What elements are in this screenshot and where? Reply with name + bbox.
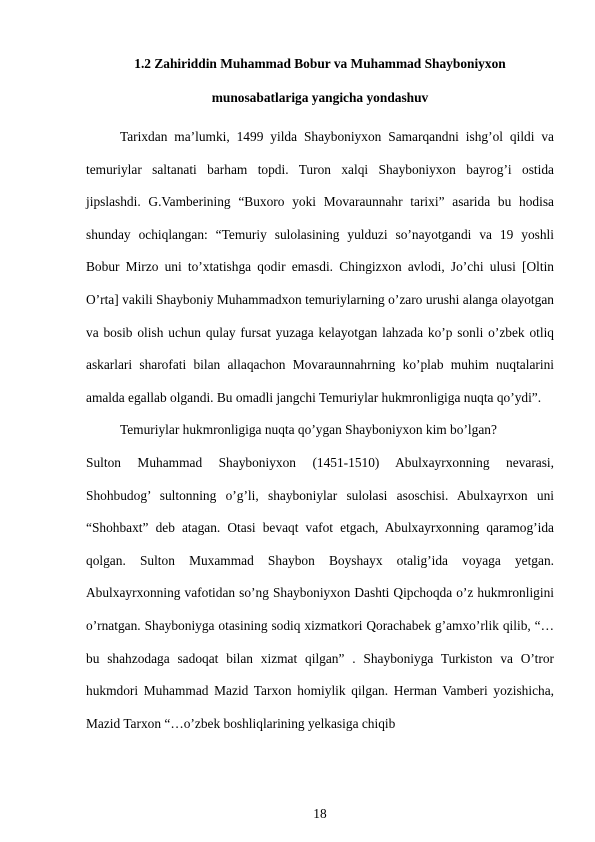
paragraph-1: Tarixdan ma’lumki, 1499 yilda Shayboniyxon Samarqandni ishg’ol qildi va temuriylar saltanati barham topdi. Turon xalqi Shayboniyxon bayrog’i ostida jipslashdi. G.Vamberining “Buxoro yoki Movaraunnahr tarixi” asarida bu hodisa shunday ochiqlangan: “Temuriy sulolasining yulduzi so’nayotgandi va 19 yoshli Bobur Mirzo uni to’xtatishga qodir emasdi. Chingizxon avlodi, Jo’chi ulusi [Oltin O’rta] vakili Shayboniy Muhammadxon temuriylarning o’zaro urushi alanga olayotgan va bosib olish uchun qulay fursat yuzaga kelayotgan lahzada ko’p sonli o’zbek otliq askarlari sharofati bilan allaqachon Movaraunnahrning ko’plab muhim nuqtalarini amalda egallab olgandi. Bu omadli jangchi Temuriylar hukmronligiga nuqta qo’ydi”. <box>86 129 554 405</box>
body-text <box>86 121 554 740</box>
paragraph-2-question: Temuriylar hukmronligiga nuqta qo’ygan Shayboniyxon kim bo’lgan? <box>120 422 497 438</box>
page-number: 18 <box>313 806 327 821</box>
section-heading-line-1: 1.2 Zahiriddin Muhammad Bobur va Muhammad Shayboniyxon <box>134 56 506 71</box>
section-heading-line-2: munosabatlariga yangicha yondashuv <box>211 90 429 105</box>
paragraph-3: Sulton Muhammad Shayboniyxon (1451-1510) Abulxayrxonning nevarasi, Shohbudog’ sultonning o’g’li, shayboniylar sulolasi asoschisi. Abulxayrxon uni “Shohbaxt” deb atagan. Otasi bevaqt vafot etgach, Abulxayrxonning qaramog’ida qolgan. Sulton Muxammad Shaybon Boyshayx otalig’ida voyaga yetgan. Abulxayrxonning vafotidan so’ng Shayboniyxon Dashti Qipchoqda o’z hukmronligini o’rnatgan. Shayboniyga otasining sodiq xizmatkori Qorachabek g’amxo’rlik qilib, “…bu shahzodaga sadoqat bilan xizmat qilgan” . Shayboniyga Turkiston va O’tror hukmdori Muhammad Mazid Tarxon homiylik qilgan. Herman Vamberi yozishicha, Mazid Tarxon “…o’zbek boshliqlarining yelkasiga chiqib <box>86 454 554 731</box>
